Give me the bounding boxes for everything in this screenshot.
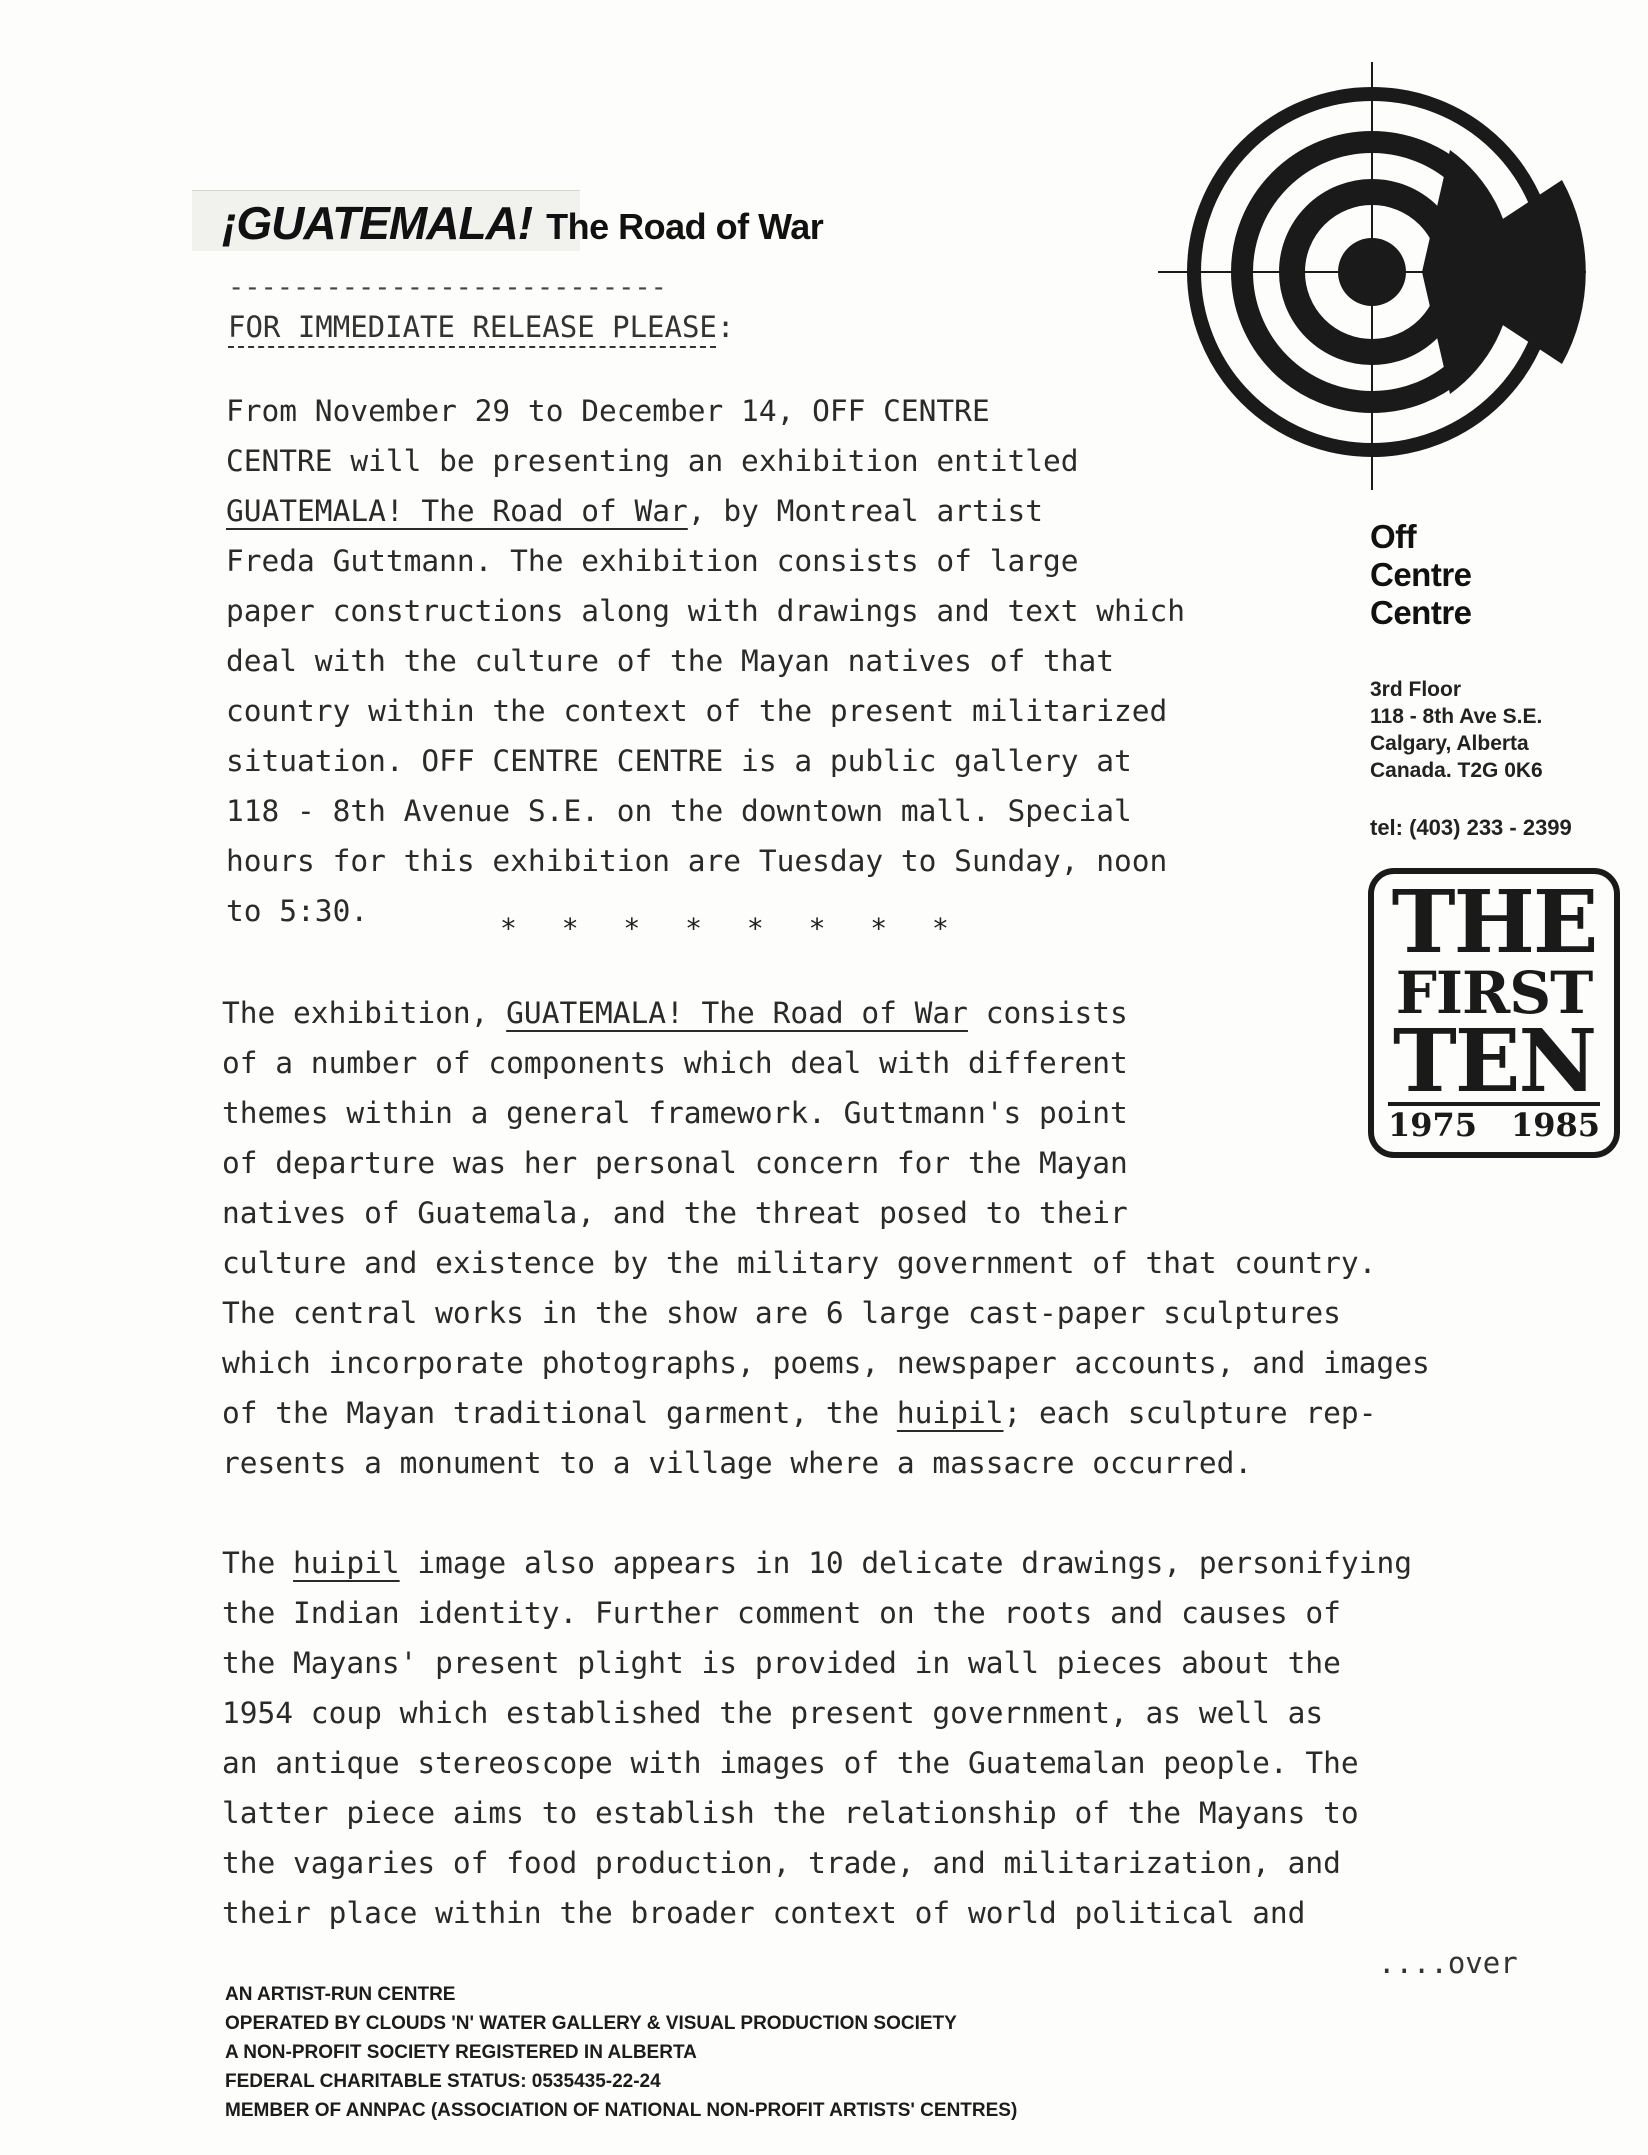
exhibition-title: [222, 196, 823, 250]
text-line: [222, 988, 1430, 1038]
text-line: The central works in the show are 6 large cast-paper sculptures: [222, 1296, 1341, 1330]
text-line: hours for this exhibition are Tuesday to Sunday, noon: [226, 844, 1168, 878]
star-divider: * * * * * * * *: [500, 912, 949, 945]
text-line: country within the context of the present militarized: [226, 694, 1168, 728]
text-line: natives of Guatemala, and the threat posed to their: [222, 1196, 1128, 1230]
footer-credits: [225, 1980, 1017, 2125]
exhibition-title-ref: GUATEMALA! The Road of War: [226, 494, 688, 528]
footer-line: A NON-PROFIT SOCIETY REGISTERED IN ALBERTA: [225, 2042, 697, 2063]
text-line: an antique stereoscope with images of the Guatemalan people. The: [222, 1746, 1359, 1780]
text-line: latter piece aims to establish the relationship of the Mayans to: [222, 1796, 1359, 1830]
text-line: resents a monument to a village where a massacre occurred.: [222, 1446, 1253, 1480]
text-line: which incorporate photographs, poems, newspaper accounts, and images: [222, 1346, 1430, 1380]
org-name: [1370, 518, 1472, 632]
text-line: 118 - 8th Avenue S.E. on the downtown mall. Special: [226, 794, 1132, 828]
text-line: [222, 1538, 1412, 1588]
text-line: culture and existence by the military government of that country.: [222, 1246, 1377, 1280]
intro-paragraph: [226, 386, 1185, 936]
text-line: situation. OFF CENTRE CENTRE is a public gallery at: [226, 744, 1132, 778]
text-line: [226, 486, 1185, 536]
org-name-line: Off: [1370, 518, 1417, 555]
text-line: Freda Guttmann. The exhibition consists of large: [226, 544, 1079, 578]
badge-year-start: 1975: [1388, 1106, 1478, 1144]
off-centre-target-logo: [1150, 60, 1590, 500]
text-fragment: image also appears in 10 delicate drawings, personifying: [399, 1546, 1412, 1580]
badge-year-end: 1985: [1510, 1106, 1600, 1144]
text-fragment: ; each sculpture rep-: [1003, 1396, 1377, 1430]
text-line: their place within the broader context of world political and: [222, 1896, 1306, 1930]
exhibition-title-ref: GUATEMALA! The Road of War: [506, 996, 968, 1030]
badge-ten: TEN: [1392, 1011, 1596, 1112]
org-name-line: Centre: [1370, 594, 1472, 631]
body-paragraph-2: [222, 1538, 1412, 1938]
text-fragment: consists: [967, 996, 1128, 1030]
footer-line: MEMBER OF ANNPAC (ASSOCIATION OF NATIONAL NON-PROFIT ARTISTS' CENTRES): [225, 2100, 1018, 2121]
text-line: the Indian identity. Further comment on the roots and causes of: [222, 1596, 1341, 1630]
text-line: CENTRE will be presenting an exhibition entitled: [226, 444, 1079, 478]
text-fragment: of the Mayan traditional garment, the: [222, 1396, 897, 1430]
org-name-line: Centre: [1370, 556, 1472, 593]
continued-marker: ....over: [1378, 1946, 1518, 1980]
text-line: of departure was her personal concern for the Mayan: [222, 1146, 1128, 1180]
huipil-term: huipil: [293, 1546, 400, 1580]
org-address: [1370, 676, 1543, 784]
text-line: themes within a general framework. Guttmann's point: [222, 1096, 1128, 1130]
text-line: to 5:30.: [226, 894, 369, 928]
text-line: deal with the culture of the Mayan natives of that: [226, 644, 1115, 678]
first-ten-badge: [1368, 868, 1620, 1158]
text-line: 1954 coup which established the present government, as well as: [222, 1696, 1324, 1730]
comma: ,: [687, 494, 706, 528]
address-line: Calgary, Alberta: [1370, 732, 1529, 755]
text-line: the vagaries of food production, trade, and militarization, and: [222, 1846, 1341, 1880]
text-fragment: The exhibition,: [222, 996, 507, 1030]
release-text: FOR IMMEDIATE RELEASE PLEASE: [228, 310, 717, 344]
badge-first: FIRST: [1395, 959, 1593, 1027]
text-line: [222, 1388, 1430, 1438]
text-line: paper constructions along with drawings and text which: [226, 594, 1186, 628]
text-fragment: The: [222, 1546, 294, 1580]
telephone: tel: (403) 233 - 2399: [1370, 815, 1572, 840]
release-heading: [228, 310, 734, 344]
title-main: ¡GUATEMALA!: [222, 197, 533, 249]
text-line: the Mayans' present plight is provided in wall pieces about the: [222, 1646, 1341, 1680]
huipil-term: huipil: [896, 1396, 1004, 1430]
footer-line: FEDERAL CHARITABLE STATUS: 0535435-22-24: [225, 2071, 661, 2092]
text-fragment: by Montreal artist: [723, 494, 1044, 528]
text-line: of a number of components which deal with different: [222, 1046, 1128, 1080]
text-line: From November 29 to December 14, OFF CENTRE: [226, 394, 990, 428]
badge-the: THE: [1391, 872, 1597, 973]
footer-line: AN ARTIST-RUN CENTRE: [225, 1984, 456, 2005]
footer-line: OPERATED BY CLOUDS 'N' WATER GALLERY & VISUAL PRODUCTION SOCIETY: [225, 2013, 957, 2034]
address-line: 3rd Floor: [1370, 678, 1462, 701]
title-sub: The Road of War: [546, 206, 824, 247]
address-line: 118 - 8th Ave S.E.: [1370, 705, 1543, 728]
release-colon: :: [716, 310, 735, 344]
body-paragraph-1: [222, 988, 1430, 1488]
address-line: Canada. T2G 0K6: [1370, 759, 1543, 782]
dash-rule: ---------------------------: [228, 272, 667, 303]
